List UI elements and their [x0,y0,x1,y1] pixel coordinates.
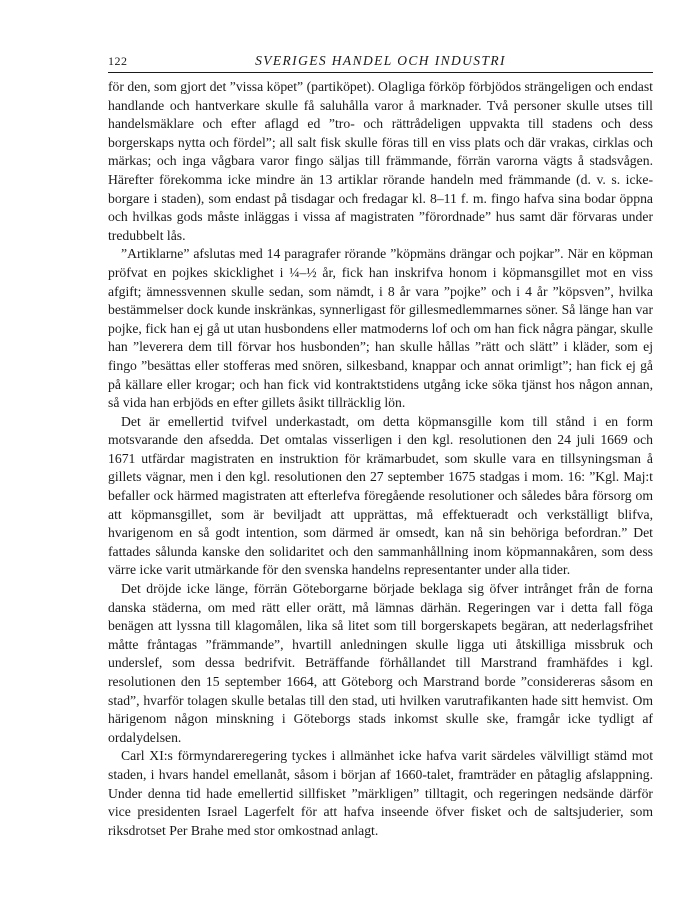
running-title: SVERIGES HANDEL OCH INDUSTRI [255,53,506,68]
paragraph-3: Det är emellertid tvifvel underkastadt, om detta köpmansgille kom till stånd i en form motsvarande den afsedda. Det omtalas visserligen i den kgl. resolutionen den 24 juli 1669 och 1671 utfärdar magistraten en instruktion för krämarbudet, som skulle vara en tillsyningsman å gillets vägnar, men i den kgl. resolutionen den 27 september 1675 stadgas i mom. 16: ”Kgl. Maj:t befaller ock härmed magistraten att efterlefva föregående resolutioner och således båra försorg om att köpmansgillet, som är beviljadt att upprättas, må effektueradt och verkställigt blifva, hvarigenom en så godt intention, som därmed är omsedt, kan nå sin behöriga befordran.” Det fattades sålunda kanske den solidaritet och den sammanhållning inom köpmannakåren, som dess värre icke varit utmärkande för den svenska handelns representanter under alla tider. [108,413,653,578]
paragraph-4: Det dröjde icke länge, förrän Göteborgarne började beklaga sig öfver intrånget från de forna danska städerna, om med rätt eller orätt, må lämnas därhän. Regeringen var i detta fall föga benägen att lyssna till klagomålen, lika så litet som till borgerskapets begäran, att nederlagsfrihet måtte fråntagas ”främmande”, hvartill anledningen skulle ligga uti åtskilliga missbruk och underslef, som dessa bedrifvit. Beträffande förhållandet till Marstrand framhäfdes i kgl. resolutionen den 15 september 1664, att Göteborg och Marstrand borde ”considereras såsom en stad”, hvarför tolagen skulle betalas till den stad, uti hvilken varutrafikanten hade sitt hemvist. Om härigenom någon minskning i Göteborgs stads inkomst skulle ske, framgår icke tydligt af ordalydelsen. [108,581,653,745]
page-number: 122 [108,54,128,68]
paragraph-5: Carl XI:s förmyndareregering tyckes i allmänhet icke hafva varit särdeles välvilligt stämd mot staden, i hvars handel emellanåt, såsom i början af 1660-talet, framträder en påtaglig afslappning. Under denna tid hade emellertid sillfisket ”märkligen” tilltagit, och regeringen nedsände därför vice presidenten Israel Lagerfelt för att hafva inseende öfver fisket och de saltsjuderier, som riksdrotset Per Brahe med stor omkostnad anlagt. [108,748,653,838]
book-page [108,50,653,840]
paragraph-1: för den, som gjort det ”vissa köpet” (partiköpet). Olagliga förköp förbjödos strängeligen och endast handlande och hantverkare skulle få saluhålla varor å marknader. Två personer skulle utses till handelsmäklare och efter aflagd ed ”tro- och rättrådeligen uppvakta till stadens och dess borgerskaps nytta och fördel”; all salt fisk skulle föras till en viss plats och där vrakas, cirklas och märkas; och inga vågbara varor fingo säljas till främmande, förrän varorna vägts å stadsvågen. Härefter förekomma icke mindre än 13 artiklar rörande handeln med främmande (d. v. s. icke-borgare i staden), som endast på tisdagar och fredagar kl. 8–11 f. m. fingo hafva sina bodar öppna och hvilkas gods måste inläggas i vissa af magistraten ”förordnade” hus samt där förvaras under tredubbelt lås. [108,79,653,243]
page-header [108,50,653,73]
paragraph-2: ”Artiklarne” afslutas med 14 paragrafer rörande ”köpmäns drängar och pojkar”. När en köpman pröfvat en pojkes skicklighet i ¼–½ år, fick han inskrifva honom i köpmansgillet mot en viss afgift; ämnessvennen skulle sedan, som nämdt, i 8 år vara ”pojke” och i 4 år ”köpsven”, hvilka bestämmelser dock kunde inskränkas, synnerligast för gillesmedlemmarnes söner. Så länge han var pojke, fick han ej gå ut utan husbondens eller matmoderns lof och om han fick några pängar, skulle han ”leverera dem till förvar hos husbonden”; han skulle hållas ”rätt och slätt” i kläder, som ej fingo ”besättas eller stofferas med snören, silkesband, knappar och annat orimligt”; han fick ej gå på källare eller krogar; och han fick vid kontraktstidens utgång icke söka tjänst hos någon annan, så vida han erbjöds en efter gillets åsikt tillräcklig lön. [108,246,653,411]
body-text [108,78,653,840]
